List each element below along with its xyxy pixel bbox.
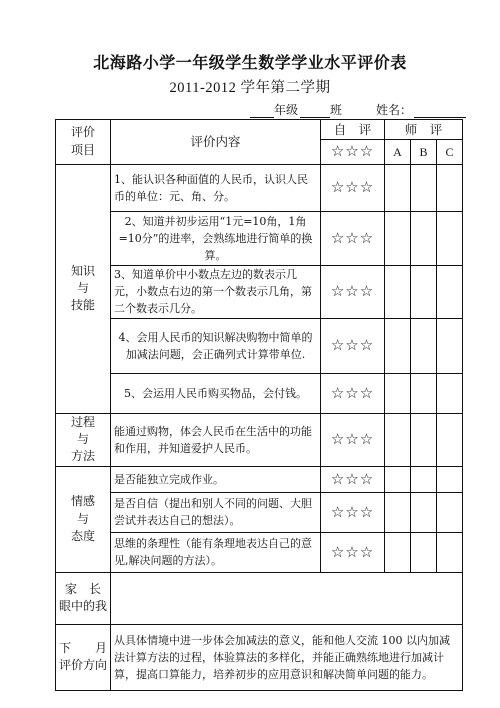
grade-c-cell[interactable] [437, 318, 463, 373]
self-eval-header: 自 评 [321, 120, 385, 140]
self-eval-stars[interactable]: ☆☆☆ [321, 413, 385, 466]
criterion-text: 5、会运用人民币购买物品，会付钱。 [111, 373, 321, 413]
grade-b-cell[interactable] [411, 492, 437, 532]
criterion-text: 2、知道并初步运用“1元=10角，1角=10分”的进率，会熟练地进行简单的换算。 [111, 211, 321, 265]
parents-comment-field[interactable] [111, 572, 463, 624]
name-label: 姓名： [376, 103, 413, 117]
name-blank[interactable] [414, 103, 466, 118]
grade-c-cell[interactable] [437, 532, 463, 572]
next-month-direction-text: 从具体情境中进一步体会加减法的意义，能和他人交流 100 以内加减法计算方法的过程，体验算法的多样化，并能正确熟练地进行加减计算，提高口算能力，培养初步的应用意识和解决简单问题的能力。 [111, 624, 463, 690]
grade-b-cell[interactable] [411, 413, 437, 466]
grade-a-cell[interactable] [385, 211, 411, 265]
grade-b-cell[interactable] [411, 211, 437, 265]
category-knowledge: 知识 与 技能 [56, 164, 111, 413]
criterion-text: 1、能认识各种面值的人民币，认识人民币的单位：元、角、分。 [111, 164, 321, 211]
grade-a-cell[interactable] [385, 265, 411, 318]
self-eval-stars[interactable]: ☆☆☆ [321, 265, 385, 318]
criterion-text: 3、知道单价中小数点左边的数表示几元，小数点右边的第一个数表示几角，第二个数表示几分。 [111, 265, 321, 318]
grade-c-cell[interactable] [437, 373, 463, 413]
self-eval-stars[interactable]: ☆☆☆ [321, 373, 385, 413]
self-eval-stars[interactable]: ☆☆☆ [321, 532, 385, 572]
grade-b-cell[interactable] [411, 318, 437, 373]
self-eval-stars-header: ☆☆☆ [321, 140, 385, 164]
item-header: 评价 项目 [56, 120, 111, 165]
form-title: 北海路小学一年级学生数学学业水平评价表 [93, 53, 407, 72]
category-next-month: 下 月 评价方向 [56, 624, 111, 690]
criterion-text: 是否能独立完成作业。 [111, 466, 321, 492]
grade-a-cell[interactable] [385, 164, 411, 211]
class-label: 班 [330, 103, 343, 117]
category-process: 过程 与 方法 [56, 413, 111, 466]
grade-a-cell[interactable] [385, 373, 411, 413]
grade-a-cell[interactable] [385, 466, 411, 492]
grade-b-cell[interactable] [411, 164, 437, 211]
grade-c-cell[interactable] [437, 466, 463, 492]
teacher-eval-header: 师 评 [385, 120, 463, 140]
category-parents: 家 长 眼中的我 [56, 572, 111, 624]
student-info-line [250, 101, 466, 118]
grade-b-cell[interactable] [411, 532, 437, 572]
grade-b-cell[interactable] [411, 373, 437, 413]
criterion-text: 4、会用人民币的知识解决购物中简单的加减法问题，会正确列式计算带单位. [111, 318, 321, 373]
grade-b-cell[interactable] [411, 265, 437, 318]
grade-a-cell[interactable] [385, 532, 411, 572]
grade-c-cell[interactable] [437, 492, 463, 532]
grade-b-cell[interactable] [411, 466, 437, 492]
grade-c-cell[interactable] [437, 164, 463, 211]
grade-blank[interactable] [250, 103, 274, 118]
self-eval-stars[interactable]: ☆☆☆ [321, 492, 385, 532]
grade-c-cell[interactable] [437, 413, 463, 466]
self-eval-stars[interactable]: ☆☆☆ [321, 466, 385, 492]
evaluation-table [55, 119, 463, 691]
grade-a-cell[interactable] [385, 413, 411, 466]
grade-b-header: B [411, 140, 437, 164]
grade-c-cell[interactable] [437, 265, 463, 318]
criterion-text: 思维的条理性（能有条理地表达自己的意见,解决问题的方法）。 [111, 532, 321, 572]
grade-a-cell[interactable] [385, 318, 411, 373]
class-blank[interactable] [300, 103, 330, 118]
self-eval-stars[interactable]: ☆☆☆ [321, 211, 385, 265]
self-eval-stars[interactable]: ☆☆☆ [321, 164, 385, 211]
content-header: 评价内容 [111, 120, 321, 165]
grade-label: 年级 [274, 103, 299, 117]
grade-c-header: C [437, 140, 463, 164]
self-eval-stars[interactable]: ☆☆☆ [321, 318, 385, 373]
category-emotion: 情感 与 态度 [56, 466, 111, 572]
criterion-text: 是否自信（提出和别人不同的问题、大胆尝试并表达自己的想法）。 [111, 492, 321, 532]
form-subtitle: 2011-2012 学年第二学期 [169, 80, 331, 96]
criterion-text: 能通过购物，体会人民币在生活中的功能和作用，并知道爱护人民币。 [111, 413, 321, 466]
grade-c-cell[interactable] [437, 211, 463, 265]
grade-a-cell[interactable] [385, 492, 411, 532]
grade-a-header: A [385, 140, 411, 164]
